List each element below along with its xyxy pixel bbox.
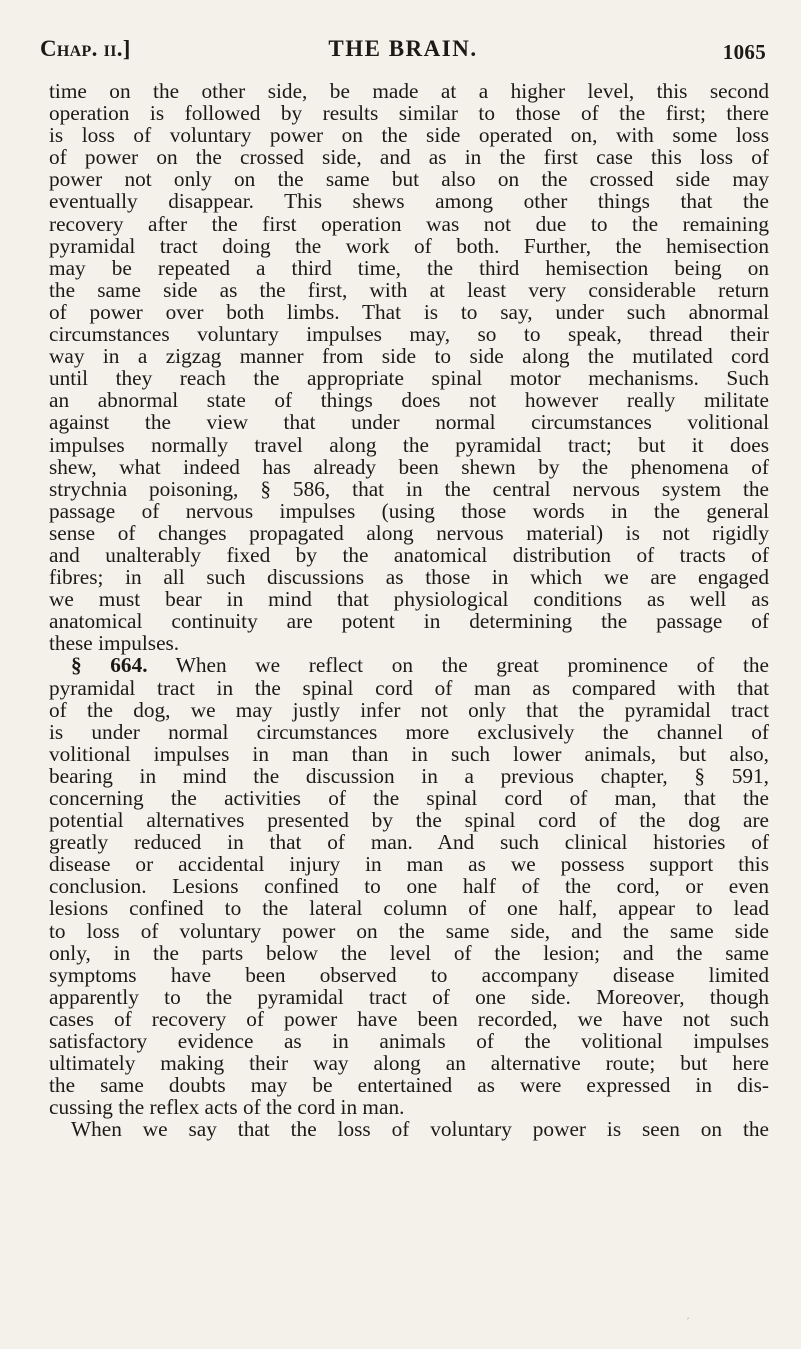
text-line: time on the other side, be made at a higher level, this second <box>49 79 769 103</box>
text-line: disease or accidental injury in man as we possess support this <box>49 852 769 877</box>
text-line: to loss of voluntary power on the same side, and the same side <box>49 918 769 943</box>
text-line: and unalterably fixed by the anatomical distribution of tracts of <box>49 542 769 567</box>
paragraph-end-line: these impulses. <box>49 631 180 656</box>
text-line: power not only on the same but also on the crossed side may <box>49 167 769 192</box>
text-line: potential alternatives presented by the spinal cord of the dog are <box>49 808 769 833</box>
text-line: greatly reduced in that of man. And such clinical histories of <box>49 830 769 855</box>
text-line: conclusion. Lesions confined to one half of the cord, or even <box>49 874 769 899</box>
text-line: satisfactory evidence as in animals of the volitional impulses <box>49 1029 769 1054</box>
text-line: only, in the parts below the level of the lesion; and the same <box>49 940 769 965</box>
text-line: lesions confined to the lateral column of one half, appear to lead <box>49 896 769 921</box>
text-line: of the dog, we may justly infer not only that the pyramidal tract <box>49 697 769 722</box>
page-title: THE BRAIN. <box>328 36 478 61</box>
text-line: an abnormal state of things does not however really militate <box>49 388 769 413</box>
text-line: apparently to the pyramidal tract of one side. Moreover, though <box>49 984 769 1009</box>
text-line: cases of recovery of power have been recorded, we have not such <box>49 1006 769 1031</box>
page-number: 1065 <box>722 40 766 64</box>
text-line: concerning the activities of the spinal cord of man, that the <box>49 786 769 810</box>
text-line: symptoms have been observed to accompany disease limited <box>49 962 769 987</box>
paragraph-end-line: cussing the reflex acts of the cord in man. <box>49 1095 405 1120</box>
text-line: pyramidal tract doing the work of both. Further, the hemisection <box>49 233 769 258</box>
text-line: we must bear in mind that physiological conditions as well as <box>49 587 769 612</box>
text-line: of power over both limbs. That is to say, under such abnormal <box>49 299 769 324</box>
text-line: the same doubts may be entertained as were expressed in dis- <box>49 1073 769 1098</box>
text-line: shew, what indeed has already been shewn by the phenomena of <box>49 454 769 479</box>
stray-print-mark: ´ <box>686 1315 690 1329</box>
text-line: When we say that the loss of voluntary power is seen on the <box>71 1117 769 1142</box>
text-line: fibres; in all such discussions as those in which we are engaged <box>49 565 769 590</box>
chapter-label: Chap. ii.] <box>40 36 131 61</box>
section-start-text: When we reflect on the great prominence of the <box>175 653 769 678</box>
section-start-line <box>49 654 769 676</box>
text-line: the same side as the first, with at least very considerable return <box>49 277 769 302</box>
text-line: is under normal circumstances more exclusively the channel of <box>49 719 769 744</box>
text-line: eventually disappear. This shews among other things that the <box>49 189 769 214</box>
text-line: sense of changes propagated along nervous material) is not rigidly <box>49 520 769 545</box>
text-line: pyramidal tract in the spinal cord of man as compared with that <box>49 675 769 700</box>
text-line: circumstances voluntary impulses may, so to speak, thread their <box>49 322 769 347</box>
text-line: recovery after the first operation was not due to the remaining <box>49 211 769 236</box>
text-line: bearing in mind the discussion in a previous chapter, § 591, <box>49 763 769 788</box>
text-line: volitional impulses in man than in such lower animals, but also, <box>49 741 769 766</box>
text-line: operation is followed by results similar to those of the first; there <box>49 101 769 126</box>
text-line: anatomical continuity are potent in determining the passage of <box>49 609 769 634</box>
text-line: passage of nervous impulses (using those words in the general <box>49 498 769 523</box>
body-text <box>49 80 769 1141</box>
text-line: of power on the crossed side, and as in the first case this loss of <box>49 145 769 170</box>
text-line: strychnia poisoning, § 586, that in the central nervous system the <box>49 476 769 501</box>
text-line: impulses normally travel along the pyramidal tract; but it does <box>49 432 769 457</box>
section-marker: § 664. <box>71 653 148 678</box>
text-line: way in a zigzag manner from side to side along the mutilated cord <box>49 344 769 369</box>
text-line: may be repeated a third time, the third hemisection being on <box>49 255 769 280</box>
text-line: against the view that under normal circumstances volitional <box>49 410 769 435</box>
text-line: until they reach the appropriate spinal motor mechanisms. Such <box>49 366 769 391</box>
text-line: ultimately making their way along an alternative route; but here <box>49 1051 769 1076</box>
running-head <box>40 30 766 70</box>
text-line: is loss of voluntary power on the side operated on, with some loss <box>49 123 769 148</box>
